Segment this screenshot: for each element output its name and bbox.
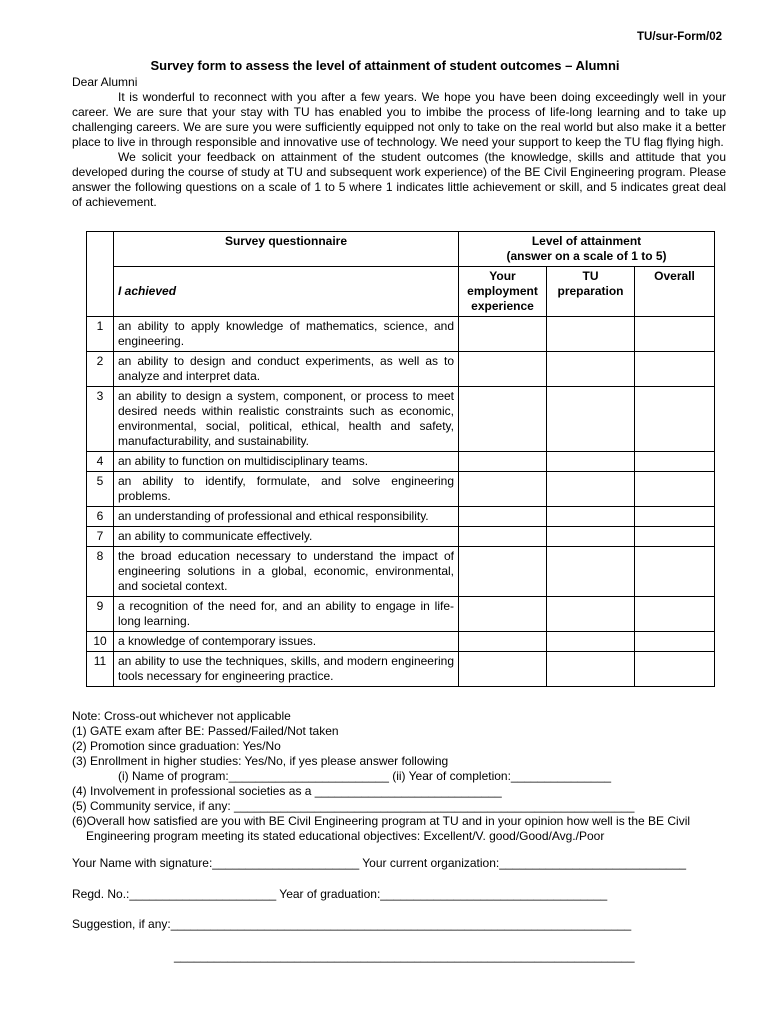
table-row xyxy=(87,472,715,507)
outcome-statement: an ability to design a system, component, or process to meet desired needs within realistic constraints such as economic, environmental, social, political, ethical, health and safety, manufacturability, and sustainability. xyxy=(114,387,459,452)
outcome-statement: an ability to communicate effectively. xyxy=(114,527,459,547)
employment-rating-cell[interactable] xyxy=(459,387,547,452)
employment-rating-cell[interactable] xyxy=(459,632,547,652)
outcome-statement: an ability to apply knowledge of mathematics, science, and engineering. xyxy=(114,317,459,352)
overall-rating-cell[interactable] xyxy=(635,527,715,547)
overall-rating-cell[interactable] xyxy=(635,387,715,452)
tu-rating-cell[interactable] xyxy=(547,597,635,632)
outcome-statement: an understanding of professional and ethical responsibility. xyxy=(114,507,459,527)
table-row xyxy=(87,597,715,632)
employment-rating-cell[interactable] xyxy=(459,597,547,632)
table-row xyxy=(87,387,715,452)
header-blank-cell xyxy=(87,232,114,317)
overall-rating-cell[interactable] xyxy=(635,452,715,472)
outcome-statement: a recognition of the need for, and an ability to engage in life-long learning. xyxy=(114,597,459,632)
tu-rating-cell[interactable] xyxy=(547,632,635,652)
suggestion-field[interactable]: Suggestion, if any:_____________________________________________________________________ xyxy=(72,917,632,931)
row-number: 2 xyxy=(87,352,114,387)
employment-rating-cell[interactable] xyxy=(459,547,547,597)
question-rows xyxy=(87,317,715,687)
outcome-statement: a knowledge of contemporary issues. xyxy=(114,632,459,652)
employment-rating-cell[interactable] xyxy=(459,317,547,352)
employment-rating-cell[interactable] xyxy=(459,472,547,507)
outcome-statement: the broad education necessary to understand the impact of engineering solutions in a global, economic, environmental, and societal context. xyxy=(114,547,459,597)
employment-rating-cell[interactable] xyxy=(459,507,547,527)
tu-rating-cell[interactable] xyxy=(547,527,635,547)
overall-rating-cell[interactable] xyxy=(635,317,715,352)
survey-table xyxy=(86,231,715,687)
form-title: Survey form to assess the level of attainment of student outcomes – Alumni xyxy=(150,58,620,73)
table-subheader-row xyxy=(87,267,715,317)
note-cross-out: Note: Cross-out whichever not applicable xyxy=(72,709,291,723)
overall-rating-cell[interactable] xyxy=(635,652,715,687)
tu-rating-cell[interactable] xyxy=(547,652,635,687)
note-promotion: (2) Promotion since graduation: Yes/No xyxy=(72,739,281,753)
header-level-label: Level of attainment xyxy=(531,234,642,248)
row-number: 3 xyxy=(87,387,114,452)
tu-rating-cell[interactable] xyxy=(547,387,635,452)
overall-rating-cell[interactable] xyxy=(635,597,715,632)
table-row xyxy=(87,452,715,472)
tu-rating-cell[interactable] xyxy=(547,507,635,527)
row-number: 6 xyxy=(87,507,114,527)
regd-graduation-field[interactable]: Regd. No.:______________________ Year of graduation:__________________________________ xyxy=(72,887,608,901)
form-code: TU/sur-Form/02 xyxy=(637,31,722,43)
tu-rating-cell[interactable] xyxy=(547,317,635,352)
note-community-service: (5) Community service, if any: ____________________________________________________________ xyxy=(72,799,635,813)
employment-rating-cell[interactable] xyxy=(459,527,547,547)
row-number: 9 xyxy=(87,597,114,632)
header-questionnaire: Survey questionnaire xyxy=(114,232,459,267)
table-row xyxy=(87,527,715,547)
notes-section xyxy=(72,709,732,844)
salutation: Dear Alumni xyxy=(72,75,138,89)
outcome-statement: an ability to function on multidisciplinary teams. xyxy=(114,452,459,472)
tu-rating-cell[interactable] xyxy=(547,452,635,472)
name-organization-field[interactable]: Your Name with signature:______________________ Your current organization:____________________________ xyxy=(72,856,687,870)
outcome-statement: an ability to identify, formulate, and solve engineering problems. xyxy=(114,472,459,507)
col-tu-preparation: TU preparation xyxy=(547,267,635,317)
row-number: 10 xyxy=(87,632,114,652)
table-header-row xyxy=(87,232,715,267)
table-row xyxy=(87,352,715,387)
intro-section xyxy=(72,75,726,210)
table-row xyxy=(87,507,715,527)
note-higher-studies: (3) Enrollment in higher studies: Yes/No, if yes please answer following xyxy=(72,754,449,768)
tu-rating-cell[interactable] xyxy=(547,472,635,507)
intro-paragraph-2: We solicit your feedback on attainment of the student outcomes (the knowledge, skills and attitude that you developed during the course of study at TU and subsequent work experience) of the BE Civil Engineering program. Please answer the following questions on a scale of 1 to 5 where 1 indicates little achievement or skill, and 5 indicates great deal of achievement. xyxy=(72,150,726,209)
header-level-of-attainment xyxy=(459,232,715,267)
table-row xyxy=(87,652,715,687)
intro-paragraph-1: It is wonderful to reconnect with you after a few years. We hope you have been doing exceedingly well in your career. We are sure that your stay with TU has enabled you to imbibe the process of life-long learning and to take up challenging careers. We are sure you were sufficiently equipped not only to take on the real world but also make it a better place to live in through responsible and innovative use of technology. We need your support to keep the TU flag flying high. xyxy=(72,90,726,149)
row-number: 11 xyxy=(87,652,114,687)
outcome-statement: an ability to design and conduct experiments, as well as to analyze and interpret data. xyxy=(114,352,459,387)
note-overall-satisfaction: (6)Overall how satisfied are you with BE Civil Engineering program at TU and in your opinion how well is the BE Civil xyxy=(72,814,691,828)
table-row xyxy=(87,547,715,597)
table-row xyxy=(87,632,715,652)
overall-rating-cell[interactable] xyxy=(635,472,715,507)
col-overall: Overall xyxy=(635,267,715,317)
overall-rating-cell[interactable] xyxy=(635,507,715,527)
table-row xyxy=(87,317,715,352)
row-number: 7 xyxy=(87,527,114,547)
note-program-details: (i) Name of program:________________________ (ii) Year of completion:_______________ xyxy=(118,769,612,783)
note-overall-satisfaction-cont: Engineering program meeting its stated educational objectives: Excellent/V. good/Good/Avg./Poor xyxy=(86,829,605,843)
achieved-label: I achieved xyxy=(114,267,459,317)
employment-rating-cell[interactable] xyxy=(459,452,547,472)
row-number: 4 xyxy=(87,452,114,472)
suggestion-field-line-2[interactable]: _____________________________________________________________________ xyxy=(174,949,635,963)
col-employment-experience: Your employment experience xyxy=(459,267,547,317)
note-professional-societies: (4) Involvement in professional societies as a ____________________________ xyxy=(72,784,502,798)
row-number: 5 xyxy=(87,472,114,507)
overall-rating-cell[interactable] xyxy=(635,547,715,597)
overall-rating-cell[interactable] xyxy=(635,352,715,387)
header-scale-label: (answer on a scale of 1 to 5) xyxy=(506,249,667,263)
employment-rating-cell[interactable] xyxy=(459,352,547,387)
row-number: 8 xyxy=(87,547,114,597)
tu-rating-cell[interactable] xyxy=(547,547,635,597)
employment-rating-cell[interactable] xyxy=(459,652,547,687)
note-gate-exam: (1) GATE exam after BE: Passed/Failed/Not taken xyxy=(72,724,339,738)
tu-rating-cell[interactable] xyxy=(547,352,635,387)
outcome-statement: an ability to use the techniques, skills, and modern engineering tools necessary for engineering practice. xyxy=(114,652,459,687)
overall-rating-cell[interactable] xyxy=(635,632,715,652)
row-number: 1 xyxy=(87,317,114,352)
